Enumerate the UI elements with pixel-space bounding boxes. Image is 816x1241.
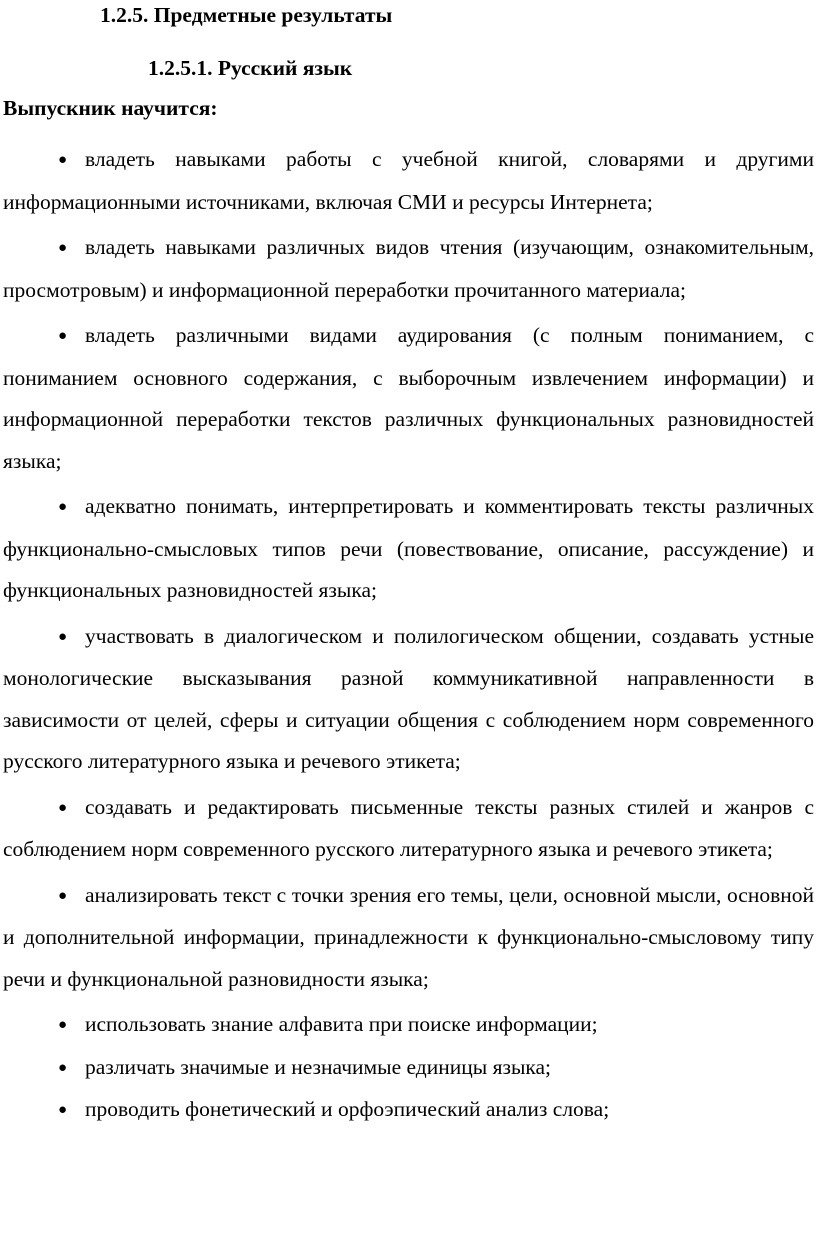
list-item (3, 787, 814, 871)
list-item (3, 1047, 814, 1090)
list-item (3, 315, 814, 482)
bullet-icon: ● (58, 1059, 68, 1076)
list-item (3, 1089, 814, 1132)
list-item-text: владеть различными видами аудирования (с полным пониманием, с пониманием основного содержания, с выборочным извлечением информации) и информационной переработки текстов различных функциональных разновидностей языка; (3, 323, 814, 473)
list-item (3, 139, 814, 223)
bullet-icon: ● (58, 1017, 68, 1033)
bullet-icon: ● (58, 1102, 68, 1118)
list-item-text: владеть навыками различных видов чтения (изучающим, ознакомительным, просмотровым) и информационной переработки прочитанного материала; (3, 235, 814, 302)
section-heading: 1.2.5. Предметные результаты (100, 3, 393, 27)
bullet-icon: ● (58, 328, 68, 344)
list-item (3, 227, 814, 311)
list-item (3, 486, 814, 612)
list-item-text: создавать и редактировать письменные тексты разных стилей и жанров с соблюдением норм современного русского литературного языка и речевого этикета; (3, 794, 814, 861)
list-item-text: владеть навыками работы с учебной книгой, словарями и другими информационными источниками, включая СМИ и ресурсы Интернета; (3, 147, 814, 214)
bullet-icon: ● (58, 152, 68, 168)
list-item-text: проводить фонетический и орфоэпический анализ слова; (85, 1097, 610, 1121)
list-item (3, 616, 814, 783)
list-item-text: различать значимые и незначимые единицы языка; (85, 1054, 552, 1079)
bullet-icon: ● (58, 240, 68, 256)
list-item (3, 1004, 814, 1047)
bullet-icon: ● (58, 799, 68, 816)
subsection-heading: 1.2.5.1. Русский язык (148, 56, 353, 80)
list-item-text: использовать знание алфавита при поиске информации; (85, 1012, 598, 1036)
results-list (3, 139, 814, 1132)
bullet-icon: ● (58, 628, 68, 645)
list-item-text: участвовать в диалогическом и полилогическом общении, создавать устные монологические высказывания разной коммуникативной направленности в зависимости от целей, сферы и ситуации общения с соблюдением норм современного русского литературного языка и речевого этикета; (3, 623, 814, 773)
list-item-text: анализировать текст с точки зрения его темы, цели, основной мысли, основной и дополнительной информации, принадлежности к функционально-смысловому типу речи и функциональной разновидности языка; (3, 882, 814, 991)
list-item-text: адекватно понимать, интерпретировать и комментировать тексты различных функционально-смысловых типов речи (повествование, описание, рассуждение) и функциональных разновидностей языка; (3, 494, 814, 602)
intro-heading: Выпускник научится: (3, 96, 218, 120)
bullet-icon: ● (58, 887, 68, 904)
bullet-icon: ● (58, 499, 68, 515)
list-item (3, 875, 814, 1001)
